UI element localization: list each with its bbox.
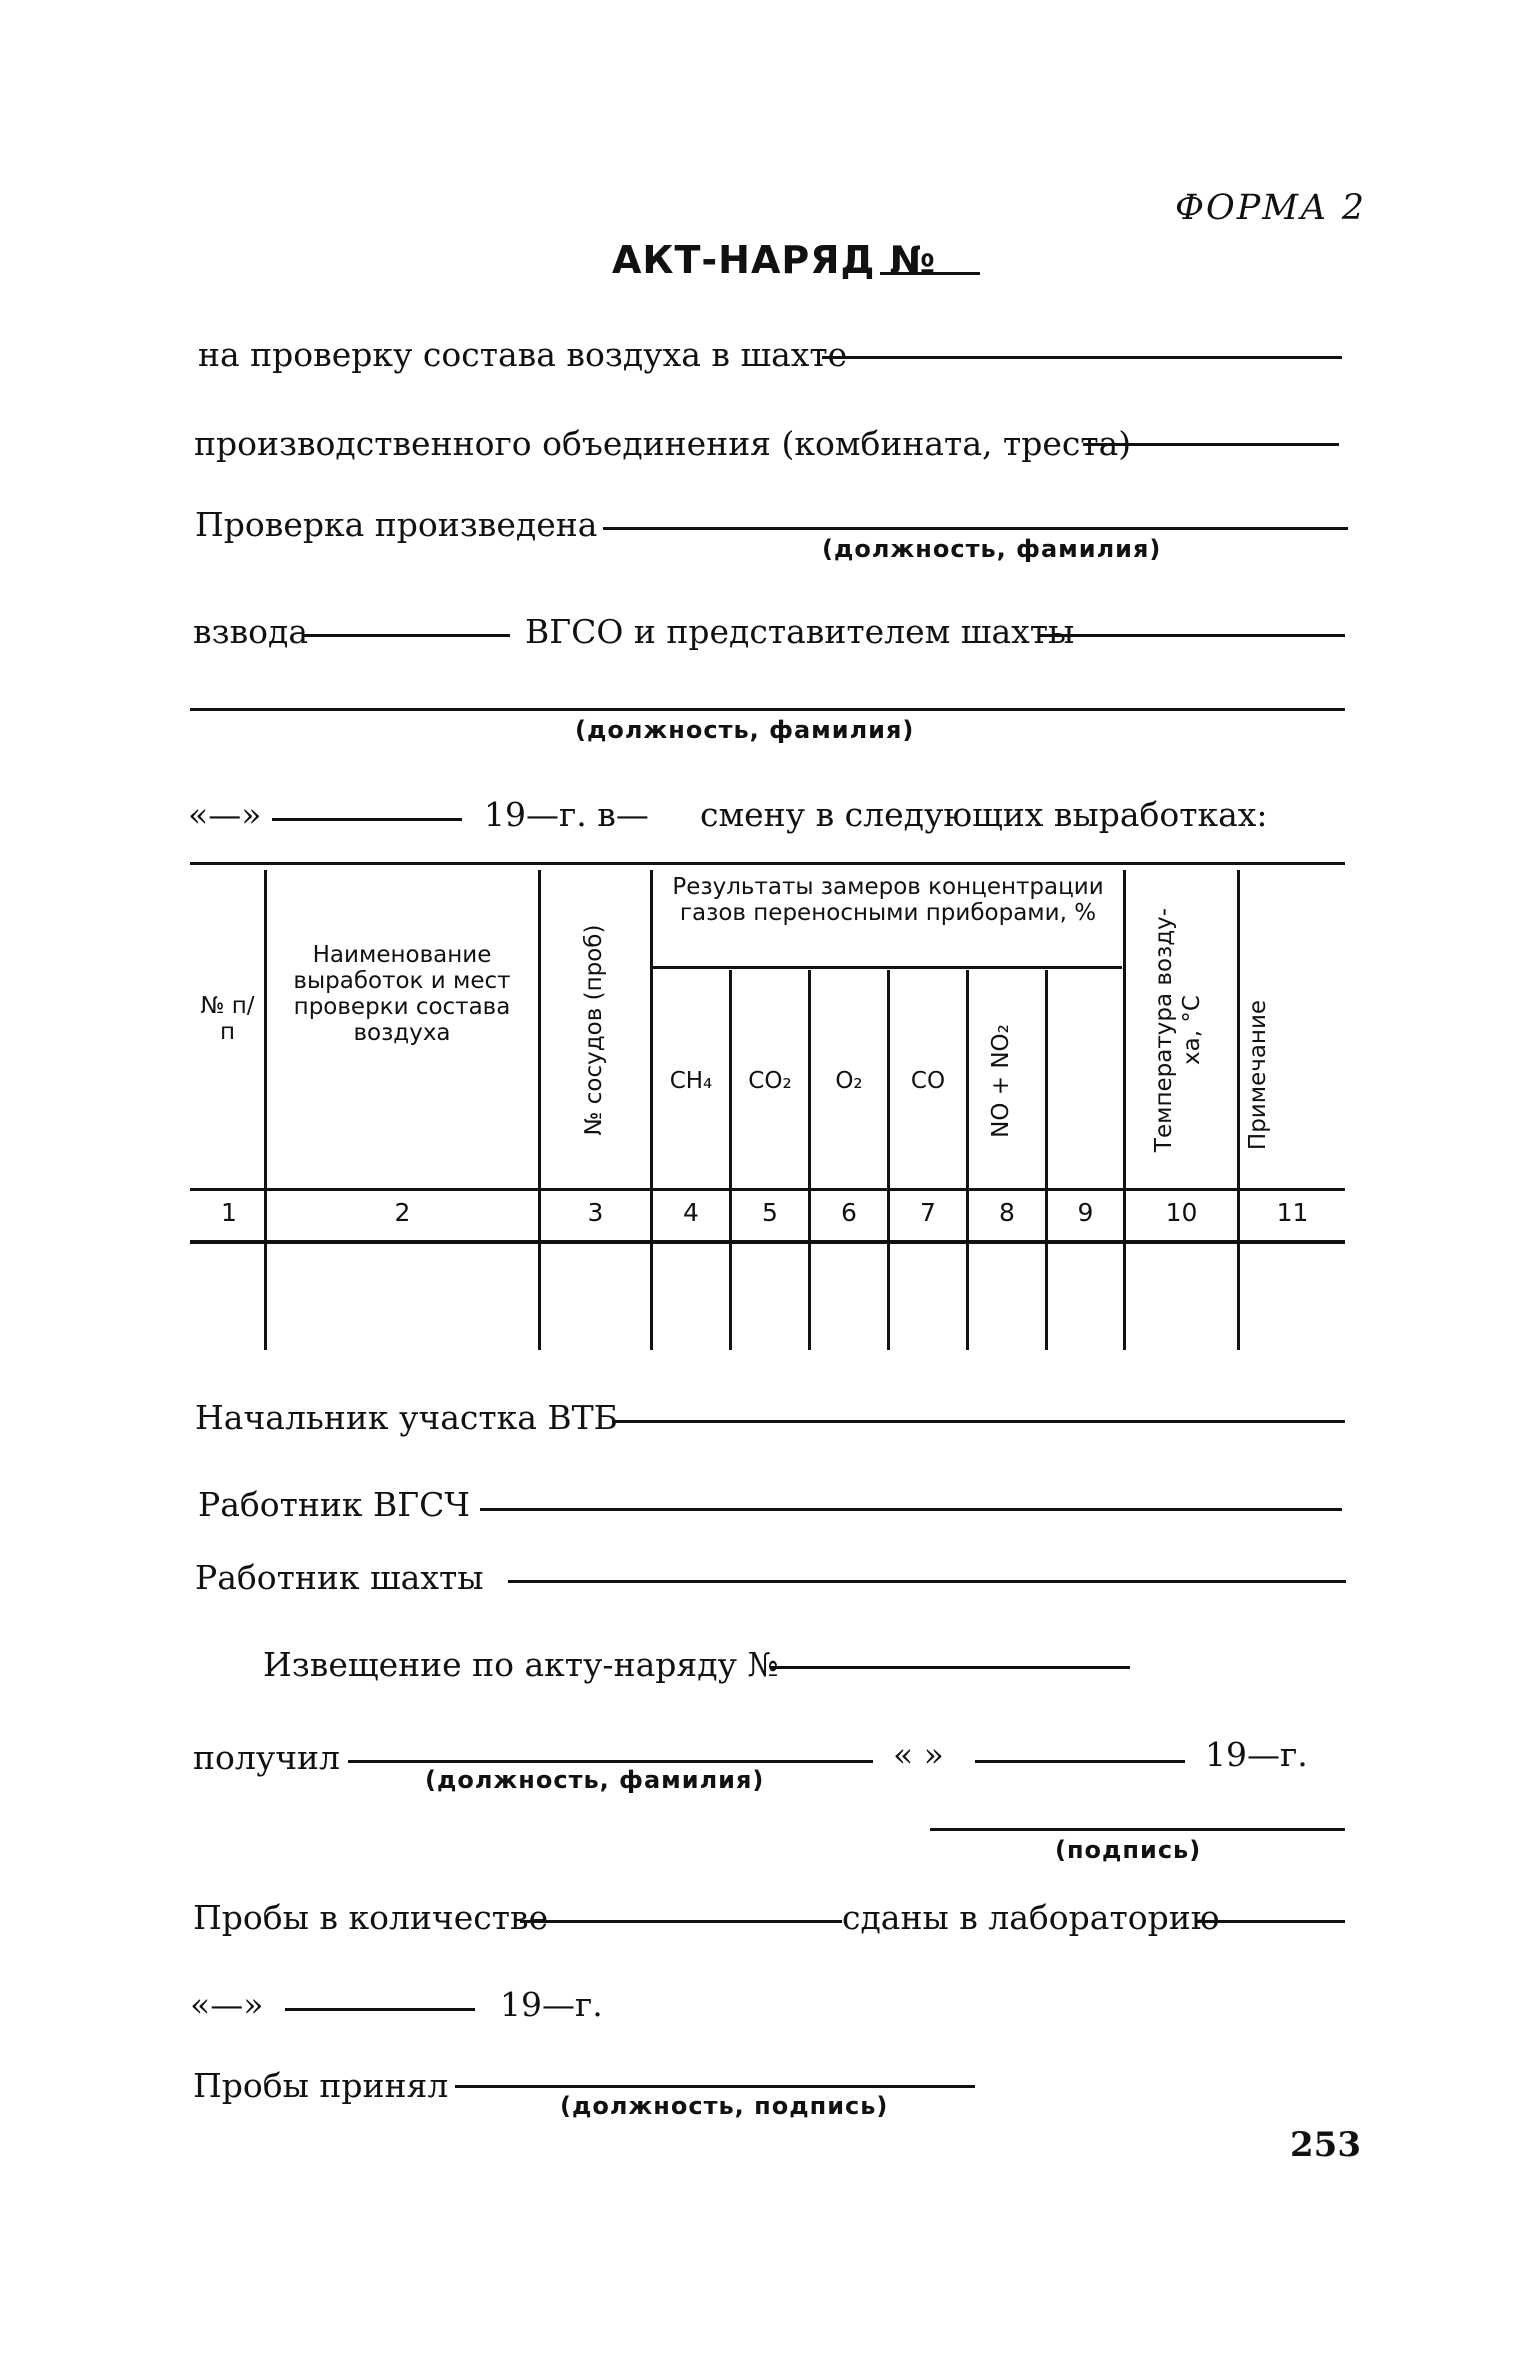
page-number: 253: [1290, 2125, 1361, 2165]
form-label: ФОРМА 2: [1175, 188, 1367, 228]
samples-count-label: Пробы в количестве: [193, 1898, 549, 1937]
association-field[interactable]: [1083, 443, 1339, 446]
signature-field[interactable]: [930, 1828, 1345, 1831]
hint-position-name-2: (должность, фамилия): [575, 716, 915, 744]
vgsch-worker-label: Работник ВГСЧ: [198, 1485, 470, 1524]
hint-position-name: (должность, фамилия): [425, 1766, 765, 1794]
header-num: № п/п: [200, 993, 255, 1045]
received-label: получил: [193, 1738, 341, 1777]
col-number: 9: [1077, 1198, 1094, 1227]
page-title: АКТ-НАРЯД №: [612, 238, 937, 282]
hint-position-signature: (должность, подпись): [560, 2092, 889, 2120]
mine-worker-field[interactable]: [508, 1580, 1346, 1583]
col-number: 2: [394, 1198, 411, 1227]
platoon-field[interactable]: [302, 634, 510, 637]
notice-number-field[interactable]: [770, 1666, 1130, 1669]
notice-quotes: « »: [893, 1735, 944, 1774]
accepted-by-label: Пробы принял: [193, 2066, 449, 2105]
samples-count-field[interactable]: [520, 1920, 842, 1923]
samples-lab-label: сданы в лабораторию: [842, 1898, 1220, 1937]
notice-year: 19—г.: [1205, 1735, 1308, 1774]
header-name: Наименование выработок и мест проверки состава воздуха: [293, 942, 511, 1046]
accepted-by-field[interactable]: [455, 2085, 975, 2088]
col-number: 4: [683, 1198, 699, 1227]
vgso-rep-label: ВГСО и представителем шахты: [525, 612, 1075, 651]
notice-date-field[interactable]: [975, 1760, 1185, 1763]
header-ch4: CH₄: [669, 1068, 713, 1094]
col-number: 10: [1165, 1198, 1198, 1227]
year-prefix: 19—г. в—: [484, 795, 649, 834]
checked-by-label: Проверка произведена: [195, 505, 598, 544]
mine-field[interactable]: [822, 356, 1342, 359]
samples-date-field[interactable]: [285, 2008, 475, 2011]
received-name-field[interactable]: [348, 1760, 873, 1763]
samples-year: 19—г.: [500, 1985, 603, 2024]
samples-date-quote: «—»: [190, 1985, 264, 2024]
samples-lab-field[interactable]: [1195, 1920, 1345, 1923]
col-number: 1: [221, 1198, 237, 1227]
hint-position-name-1: (должность, фамилия): [822, 535, 1162, 563]
header-co2: CO₂: [748, 1068, 792, 1094]
notice-title: Извещение по акту-наряду №: [263, 1645, 779, 1684]
signature-hint: (подпись): [1055, 1836, 1202, 1864]
col-number: 8: [999, 1198, 1015, 1227]
header-co: CO: [910, 1068, 946, 1094]
mine-rep-name-field[interactable]: [190, 708, 1345, 711]
chief-field[interactable]: [612, 1420, 1345, 1423]
mine-rep-field[interactable]: [1038, 634, 1345, 637]
header-nox: NO + NO₂: [988, 1024, 1014, 1138]
act-number-field[interactable]: [880, 272, 980, 275]
checked-by-field[interactable]: [603, 527, 1348, 530]
date-quote: «—»: [188, 795, 262, 834]
col-number: 6: [841, 1198, 857, 1227]
shift-text: смену в следующих выработках:: [700, 795, 1268, 834]
header-results: Результаты замеров концентрации газов переносными приборами, %: [672, 874, 1104, 926]
vgsch-worker-field[interactable]: [480, 1508, 1342, 1511]
col-number: 7: [920, 1198, 936, 1227]
col-number: 11: [1276, 1198, 1309, 1227]
mine-worker-label: Работник шахты: [195, 1558, 484, 1597]
header-temperature: Температура возду- ха, °C: [1151, 907, 1205, 1153]
date-field[interactable]: [272, 818, 462, 821]
col-number: 5: [762, 1198, 778, 1227]
check-mine-label: на проверку состава воздуха в шахте: [198, 335, 848, 374]
header-o2: O₂: [835, 1068, 863, 1094]
chief-label: Начальник участка ВТБ: [195, 1398, 618, 1437]
header-note: Примечание: [1245, 999, 1271, 1151]
association-label: производственного объединения (комбината, треста): [194, 424, 1132, 463]
header-vessels: № сосудов (проб): [581, 924, 607, 1136]
platoon-label: взвода: [193, 612, 309, 651]
col-number: 3: [587, 1198, 604, 1227]
